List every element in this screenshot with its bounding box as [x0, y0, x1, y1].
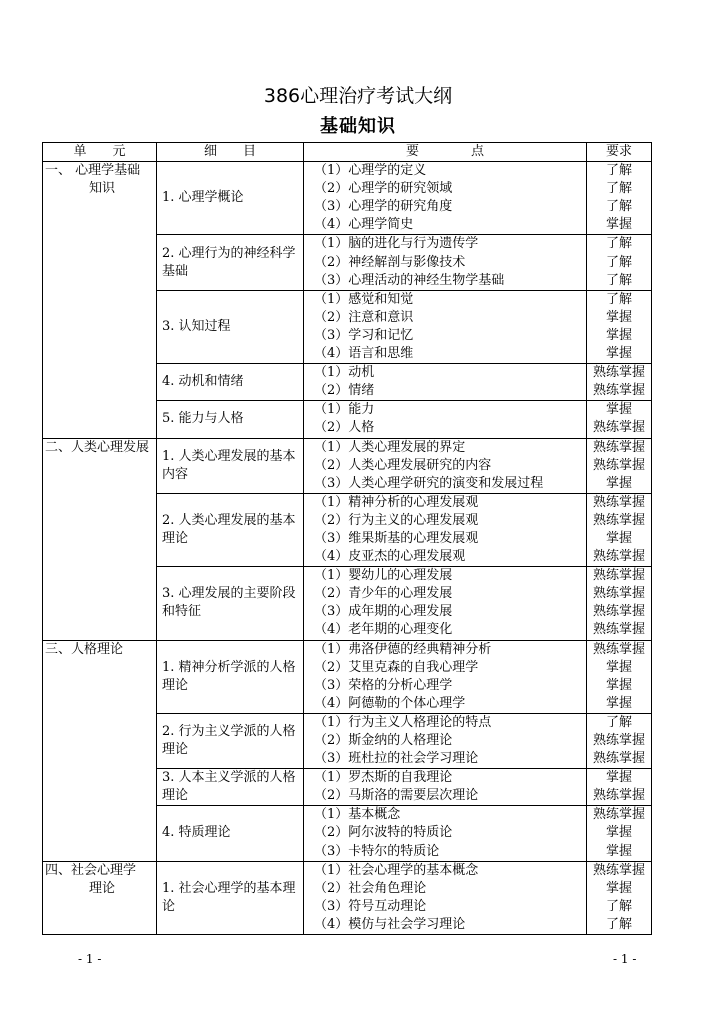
requirement-level: 了解: [605, 291, 632, 307]
table-header-row: [43, 143, 652, 162]
points-cell: [304, 861, 587, 934]
requirement-level: 掌握: [605, 677, 632, 693]
requirement-level: 掌握: [605, 843, 632, 859]
requirement-level: 掌握: [605, 695, 632, 711]
point-text: （3）心理学的研究角度: [314, 199, 453, 215]
requirement-level: 熟练掌握: [592, 512, 645, 528]
point-text: （2）神经解剖与影像技术: [314, 254, 466, 270]
points-cell: [304, 162, 587, 235]
point-text: （3）班杜拉的社会学习理论: [314, 751, 479, 767]
unit-cell: [43, 438, 157, 640]
points-cell: [304, 769, 587, 806]
point-text: （2）人类心理发展研究的内容: [314, 457, 492, 473]
requirement-level: 掌握: [605, 327, 632, 343]
unit-cell: [43, 640, 157, 861]
point-text: （3）维果斯基的心理发展观: [314, 530, 479, 546]
detail-cell: 3. 人本主义学派的人格理论: [157, 769, 304, 806]
point-text: （1）婴幼儿的心理发展: [314, 568, 453, 584]
point-text: （4）语言和思维: [314, 346, 414, 362]
requirement-level: 掌握: [605, 880, 632, 896]
point-text: （3）荣格的分析心理学: [314, 677, 453, 693]
point-text: （2）斯金纳的人格理论: [314, 733, 453, 748]
point-text: （3）学习和记忆: [314, 327, 414, 343]
header-unit: 单 元: [43, 143, 157, 162]
point-text: （4）皮亚杰的心理发展观: [314, 549, 466, 565]
table-row: [43, 438, 652, 493]
point-text: （1）感觉和知觉: [314, 291, 414, 307]
requirement-cell: [587, 769, 652, 806]
requirement-level: 熟练掌握: [592, 383, 645, 399]
requirement-cell: [587, 640, 652, 713]
point-text: （2）社会角色理论: [314, 880, 427, 896]
requirement-level: 了解: [605, 898, 632, 914]
requirement-cell: [587, 290, 652, 363]
point-text: （2）人格: [314, 420, 375, 436]
unit-label: 理论: [89, 880, 116, 896]
page-number-right: - 1 -: [613, 952, 637, 966]
point-text: （1）动机: [314, 365, 375, 381]
detail-cell: 3. 心理发展的主要阶段和特征: [157, 567, 304, 640]
requirement-level: 熟练掌握: [592, 568, 645, 584]
detail-cell: 1. 心理学概论: [157, 162, 304, 235]
requirement-cell: [587, 713, 652, 768]
requirement-level: 掌握: [605, 770, 632, 786]
point-text: （1）脑的进化与行为遗传学: [314, 236, 479, 252]
points-cell: [304, 290, 587, 363]
point-text: （1）基本概念: [314, 807, 401, 823]
requirement-level: 掌握: [605, 530, 632, 546]
requirement-level: 了解: [605, 254, 632, 270]
requirement-cell: [587, 364, 652, 401]
requirement-level: 了解: [605, 181, 632, 197]
point-text: （1）能力: [314, 402, 375, 418]
unit-label: 一、 心理学基础: [45, 163, 141, 179]
detail-cell: 4. 动机和情绪: [157, 364, 304, 401]
requirement-level: 掌握: [605, 309, 632, 325]
point-text: （3）心理活动的神经生物学基础: [314, 272, 505, 288]
requirement-level: 熟练掌握: [592, 733, 645, 748]
requirement-level: 熟练掌握: [592, 365, 645, 381]
point-text: （1）人类心理发展的界定: [314, 439, 466, 455]
requirement-level: 熟练掌握: [592, 549, 645, 565]
detail-cell: 1. 社会心理学的基本理论: [157, 861, 304, 934]
requirement-level: 熟练掌握: [592, 494, 645, 510]
requirement-level: 了解: [605, 714, 632, 730]
requirement-cell: [587, 162, 652, 235]
header-detail: 细 目: [157, 143, 304, 162]
requirement-level: 掌握: [605, 825, 632, 841]
header-points: 要 点: [304, 143, 587, 162]
points-cell: [304, 713, 587, 768]
point-text: （1）罗杰斯的自我理论: [314, 770, 453, 786]
detail-cell: 2. 人类心理发展的基本理论: [157, 493, 304, 566]
unit-label: 四、社会心理学: [45, 862, 137, 878]
points-cell: [304, 235, 587, 290]
point-text: （1）精神分析的心理发展观: [314, 494, 479, 510]
requirement-level: 熟练掌握: [592, 586, 645, 602]
requirement-level: 熟练掌握: [592, 862, 645, 878]
requirement-level: 熟练掌握: [592, 641, 645, 657]
unit-cell: [43, 861, 157, 934]
point-text: （4）心理学简史: [314, 217, 414, 233]
point-text: （3）成年期的心理发展: [314, 604, 453, 620]
point-text: （1）心理学的定义: [314, 163, 427, 179]
table-row: [43, 162, 652, 235]
requirement-cell: [587, 401, 652, 438]
requirement-level: 了解: [605, 272, 632, 288]
requirement-level: 熟练掌握: [592, 751, 645, 767]
detail-cell: 1. 人类心理发展的基本内容: [157, 438, 304, 493]
point-text: （3）符号互动理论: [314, 898, 427, 914]
document-title: 386心理治疗考试大纲: [263, 85, 453, 107]
requirement-cell: [587, 438, 652, 493]
requirement-cell: [587, 493, 652, 566]
point-text: （1）行为主义人格理论的特点: [314, 714, 492, 730]
point-text: （2）艾里克森的自我心理学: [314, 659, 479, 675]
detail-cell: 4. 特质理论: [157, 806, 304, 861]
requirement-cell: [587, 861, 652, 934]
syllabus-body: [43, 162, 652, 935]
point-text: （1）弗洛伊德的经典精神分析: [314, 641, 492, 657]
requirement-level: 熟练掌握: [592, 788, 645, 804]
requirement-level: 了解: [605, 163, 632, 179]
unit-cell: [43, 162, 157, 438]
points-cell: [304, 640, 587, 713]
requirement-cell: [587, 235, 652, 290]
unit-label: 知识: [89, 181, 116, 197]
unit-label: 三、人格理论: [45, 641, 124, 657]
detail-cell: 2. 心理行为的神经科学基础: [157, 235, 304, 290]
requirement-level: 掌握: [605, 402, 632, 418]
requirement-level: 掌握: [605, 659, 632, 675]
table-row: [43, 861, 652, 934]
point-text: （2）行为主义的心理发展观: [314, 512, 479, 528]
points-cell: [304, 493, 587, 566]
point-text: （4）老年期的心理变化: [314, 622, 453, 638]
requirement-level: 熟练掌握: [592, 604, 645, 620]
requirement-level: 了解: [605, 199, 632, 215]
point-text: （2）注意和意识: [314, 309, 414, 325]
points-cell: [304, 364, 587, 401]
detail-cell: 2. 行为主义学派的人格理论: [157, 713, 304, 768]
requirement-level: 掌握: [605, 346, 632, 362]
requirement-level: 熟练掌握: [592, 439, 645, 455]
points-cell: [304, 567, 587, 640]
requirement-level: 熟练掌握: [592, 457, 645, 473]
points-cell: [304, 438, 587, 493]
point-text: （1）社会心理学的基本概念: [314, 862, 479, 878]
detail-cell: 5. 能力与人格: [157, 401, 304, 438]
point-text: （4）模仿与社会学习理论: [314, 916, 466, 932]
header-requirement: 要求: [587, 143, 652, 162]
point-text: （2）马斯洛的需要层次理论: [314, 788, 479, 804]
unit-label: 二、人类心理发展: [45, 439, 150, 455]
point-text: （2）青少年的心理发展: [314, 586, 453, 602]
requirement-level: 熟练掌握: [592, 420, 645, 436]
point-text: （2）情绪: [314, 383, 375, 399]
point-text: （3）人类心理学研究的演变和发展过程: [314, 475, 544, 491]
requirement-level: 了解: [605, 236, 632, 252]
requirement-level: 掌握: [605, 217, 632, 233]
requirement-level: 了解: [605, 916, 632, 932]
point-text: （2）阿尔波特的特质论: [314, 825, 453, 841]
requirement-level: 掌握: [605, 475, 632, 491]
detail-cell: 1. 精神分析学派的人格理论: [157, 640, 304, 713]
page-number-left: - 1 -: [78, 952, 102, 966]
table-row: [43, 640, 652, 713]
point-text: （3）卡特尔的特质论: [314, 843, 440, 859]
detail-cell: 3. 认知过程: [157, 290, 304, 363]
requirement-level: 熟练掌握: [592, 622, 645, 638]
requirement-cell: [587, 806, 652, 861]
requirement-cell: [587, 567, 652, 640]
section-title: 基础知识: [320, 116, 396, 137]
point-text: （2）心理学的研究领域: [314, 181, 453, 197]
syllabus-table: [42, 142, 652, 935]
points-cell: [304, 401, 587, 438]
points-cell: [304, 806, 587, 861]
point-text: （4）阿德勒的个体心理学: [314, 695, 466, 711]
requirement-level: 熟练掌握: [592, 807, 645, 823]
